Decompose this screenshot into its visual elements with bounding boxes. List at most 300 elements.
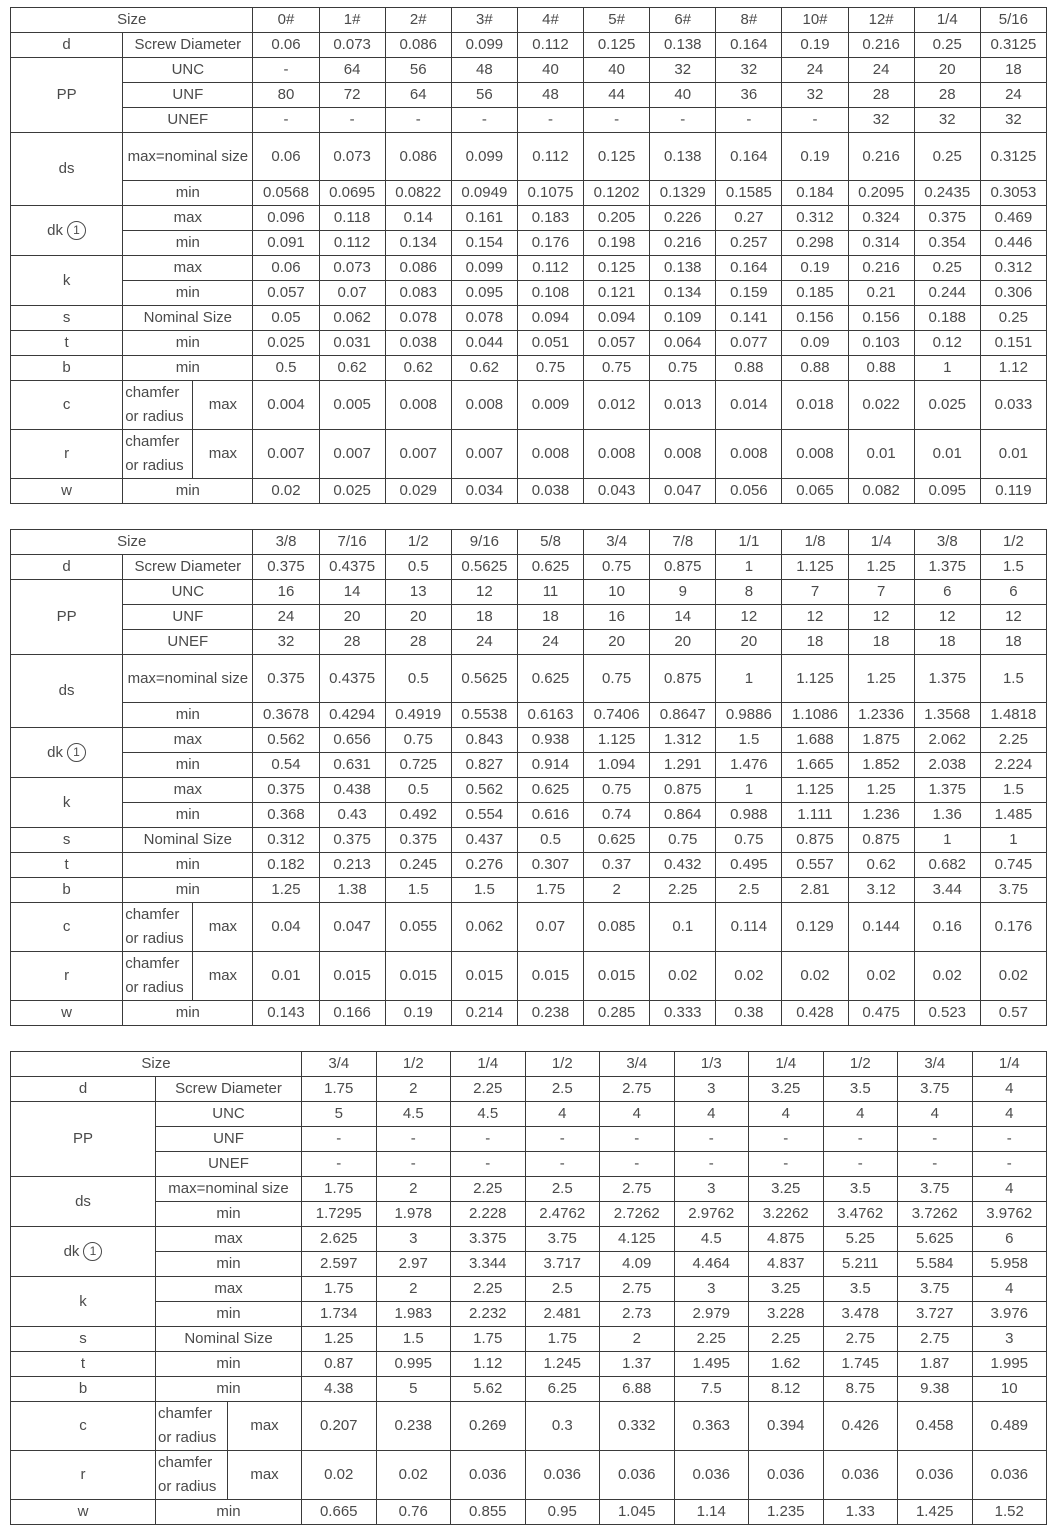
r-row bbox=[11, 1451, 1047, 1500]
value-cell: 1.245 bbox=[525, 1352, 600, 1377]
value-cell: 36 bbox=[716, 83, 782, 108]
value-cell: 0.036 bbox=[898, 1451, 973, 1500]
max-label: max bbox=[123, 728, 253, 753]
value-cell: 0.125 bbox=[584, 133, 650, 181]
value-cell: 20 bbox=[385, 605, 451, 630]
value-cell: 40 bbox=[517, 58, 583, 83]
value-cell: 7/16 bbox=[319, 530, 385, 555]
value-cell: 0.062 bbox=[451, 903, 517, 952]
value-cell: 0.57 bbox=[980, 1001, 1046, 1026]
value-cell: 2.5 bbox=[716, 878, 782, 903]
value-cell: 28 bbox=[914, 83, 980, 108]
value-cell: 5/8 bbox=[517, 530, 583, 555]
param-c: c bbox=[11, 1402, 156, 1451]
value-cell: 0.005 bbox=[319, 381, 385, 430]
nominal-size-label: Nominal Size bbox=[156, 1327, 302, 1352]
value-cell: 1.25 bbox=[253, 878, 319, 903]
value-cell: 0.855 bbox=[451, 1500, 526, 1525]
k-max-row bbox=[11, 1277, 1047, 1302]
spec-table-1 bbox=[10, 7, 1047, 504]
unc-label: UNC bbox=[156, 1102, 302, 1127]
value-cell: 1.094 bbox=[584, 753, 650, 778]
value-cell: 0.995 bbox=[376, 1352, 451, 1377]
value-cell: 3.25 bbox=[749, 1277, 824, 1302]
value-cell: 12 bbox=[848, 605, 914, 630]
value-cell: 0.625 bbox=[584, 828, 650, 853]
value-cell: 0.025 bbox=[253, 331, 319, 356]
value-cell: 0.073 bbox=[319, 33, 385, 58]
value-cell: 1.25 bbox=[848, 655, 914, 703]
value-cell: 0.134 bbox=[650, 281, 716, 306]
value-cell: 10 bbox=[584, 580, 650, 605]
value-cell: 0.25 bbox=[980, 306, 1046, 331]
value-cell: 1.375 bbox=[914, 655, 980, 703]
value-cell: 0.013 bbox=[650, 381, 716, 430]
value-cell: 5.62 bbox=[451, 1377, 526, 1402]
value-cell: 3/4 bbox=[584, 530, 650, 555]
value-cell: 0.086 bbox=[385, 33, 451, 58]
value-cell: 1 bbox=[716, 655, 782, 703]
value-cell: 8 bbox=[716, 580, 782, 605]
value-cell: 0.75 bbox=[584, 655, 650, 703]
value-cell: 4# bbox=[517, 8, 583, 33]
value-cell: 12 bbox=[980, 605, 1046, 630]
value-cell: 0.108 bbox=[517, 281, 583, 306]
value-cell: 0.354 bbox=[914, 231, 980, 256]
value-cell: 0.0568 bbox=[253, 181, 319, 206]
value-cell: 3.5 bbox=[823, 1177, 898, 1202]
value-cell: 3/4 bbox=[302, 1052, 377, 1077]
chamfer-radius-label: chamfer or radius bbox=[123, 952, 193, 1001]
value-cell: 0.183 bbox=[517, 206, 583, 231]
chamfer-radius-label: chamfer or radius bbox=[123, 903, 193, 952]
min-label: min bbox=[123, 803, 253, 828]
value-cell: 0.031 bbox=[319, 331, 385, 356]
value-cell: 56 bbox=[385, 58, 451, 83]
value-cell: 0.033 bbox=[980, 381, 1046, 430]
value-cell: 0.631 bbox=[319, 753, 385, 778]
value-cell: 0.06 bbox=[253, 256, 319, 281]
t-row bbox=[11, 331, 1047, 356]
value-cell: 1.5 bbox=[451, 878, 517, 903]
value-cell: 0.16 bbox=[914, 903, 980, 952]
param-b: b bbox=[11, 878, 123, 903]
value-cell: 0.432 bbox=[650, 853, 716, 878]
value-cell: 0.185 bbox=[782, 281, 848, 306]
value-cell: 7/8 bbox=[650, 530, 716, 555]
value-cell: - bbox=[600, 1152, 675, 1177]
c-row bbox=[11, 1402, 1047, 1451]
unc-row bbox=[11, 58, 1047, 83]
c-row bbox=[11, 381, 1047, 430]
value-cell: 48 bbox=[517, 83, 583, 108]
param-k: k bbox=[11, 778, 123, 828]
value-cell: 0.557 bbox=[782, 853, 848, 878]
value-cell: 0.5 bbox=[385, 778, 451, 803]
value-cell: 0.057 bbox=[253, 281, 319, 306]
value-cell: 1.5 bbox=[716, 728, 782, 753]
min-label: min bbox=[123, 753, 253, 778]
value-cell: 0.75 bbox=[584, 778, 650, 803]
value-cell: 2 bbox=[376, 1277, 451, 1302]
value-cell: 0.375 bbox=[253, 655, 319, 703]
value-cell: 0.3678 bbox=[253, 703, 319, 728]
value-cell: 4.5 bbox=[451, 1102, 526, 1127]
value-cell: - bbox=[823, 1152, 898, 1177]
ds-max-row bbox=[11, 655, 1047, 703]
value-cell: 1.75 bbox=[517, 878, 583, 903]
unef-label: UNEF bbox=[123, 108, 253, 133]
param-ds: ds bbox=[11, 655, 123, 728]
value-cell: 0.324 bbox=[848, 206, 914, 231]
param-ds: ds bbox=[11, 1177, 156, 1227]
value-cell: 28 bbox=[385, 630, 451, 655]
value-cell: - bbox=[451, 1152, 526, 1177]
value-cell: 20 bbox=[650, 630, 716, 655]
value-cell: 5.625 bbox=[898, 1227, 973, 1252]
value-cell: 16 bbox=[584, 605, 650, 630]
min-label: min bbox=[123, 878, 253, 903]
min-label: min bbox=[123, 853, 253, 878]
value-cell: 8# bbox=[716, 8, 782, 33]
value-cell: 0.244 bbox=[914, 281, 980, 306]
value-cell: - bbox=[584, 108, 650, 133]
value-cell: 0.21 bbox=[848, 281, 914, 306]
value-cell: 2.73 bbox=[600, 1302, 675, 1327]
value-cell: 0.875 bbox=[848, 828, 914, 853]
value-cell: 0.095 bbox=[914, 479, 980, 504]
value-cell: 0.164 bbox=[716, 256, 782, 281]
d-row bbox=[11, 1077, 1047, 1102]
s-row bbox=[11, 1327, 1047, 1352]
value-cell: 0.76 bbox=[376, 1500, 451, 1525]
value-cell: 0.269 bbox=[451, 1402, 526, 1451]
value-cell: 0.307 bbox=[517, 853, 583, 878]
value-cell: 0.0949 bbox=[451, 181, 517, 206]
value-cell: - bbox=[674, 1127, 749, 1152]
value-cell: 1.25 bbox=[302, 1327, 377, 1352]
value-cell: 3/4 bbox=[898, 1052, 973, 1077]
value-cell: 0.4294 bbox=[319, 703, 385, 728]
value-cell: 2.625 bbox=[302, 1227, 377, 1252]
value-cell: 0.3125 bbox=[980, 33, 1046, 58]
dk-max-row bbox=[11, 728, 1047, 753]
value-cell: 1.852 bbox=[848, 753, 914, 778]
value-cell: 32 bbox=[914, 108, 980, 133]
param-w: w bbox=[11, 1001, 123, 1026]
value-cell: 0.75 bbox=[716, 828, 782, 853]
value-cell: 0.109 bbox=[650, 306, 716, 331]
value-cell: 0.036 bbox=[674, 1451, 749, 1500]
value-cell: 0.062 bbox=[319, 306, 385, 331]
value-cell: 0.75 bbox=[517, 356, 583, 381]
value-cell: 0.056 bbox=[716, 479, 782, 504]
value-cell: 2.062 bbox=[914, 728, 980, 753]
value-cell: 3 bbox=[674, 1077, 749, 1102]
value-cell: - bbox=[716, 108, 782, 133]
value-cell: 0.034 bbox=[451, 479, 517, 504]
value-cell: 0.368 bbox=[253, 803, 319, 828]
value-cell: 1.978 bbox=[376, 1202, 451, 1227]
value-cell: 3.44 bbox=[914, 878, 980, 903]
value-cell: 0.065 bbox=[782, 479, 848, 504]
value-cell: 1.14 bbox=[674, 1500, 749, 1525]
value-cell: 0.099 bbox=[451, 256, 517, 281]
value-cell: 24 bbox=[848, 58, 914, 83]
value-cell: 0.375 bbox=[385, 828, 451, 853]
value-cell: 0.682 bbox=[914, 853, 980, 878]
value-cell: 2.25 bbox=[451, 1277, 526, 1302]
value-cell: 0.055 bbox=[385, 903, 451, 952]
value-cell: 72 bbox=[319, 83, 385, 108]
value-cell: 2.038 bbox=[914, 753, 980, 778]
param-ds: ds bbox=[11, 133, 123, 206]
value-cell: 0.226 bbox=[650, 206, 716, 231]
value-cell: 4 bbox=[600, 1102, 675, 1127]
value-cell: 2.25 bbox=[451, 1077, 526, 1102]
value-cell: - bbox=[451, 1127, 526, 1152]
value-cell: 1/4 bbox=[914, 8, 980, 33]
nominal-size-label: Nominal Size bbox=[123, 828, 253, 853]
value-cell: 0.06 bbox=[253, 33, 319, 58]
value-cell: 0.489 bbox=[972, 1402, 1047, 1451]
value-cell: 0.06 bbox=[253, 133, 319, 181]
value-cell: 5/16 bbox=[980, 8, 1046, 33]
value-cell: 3.4762 bbox=[823, 1202, 898, 1227]
value-cell: 0.95 bbox=[525, 1500, 600, 1525]
note-circle-icon: 1 bbox=[67, 743, 86, 762]
value-cell: 1.995 bbox=[972, 1352, 1047, 1377]
value-cell: 2.25 bbox=[980, 728, 1046, 753]
value-cell: 1 bbox=[914, 828, 980, 853]
unc-label: UNC bbox=[123, 580, 253, 605]
value-cell: 13 bbox=[385, 580, 451, 605]
spec-table-3 bbox=[10, 1051, 1047, 1525]
value-cell: 0.238 bbox=[517, 1001, 583, 1026]
value-cell: 2.25 bbox=[749, 1327, 824, 1352]
min-label: min bbox=[123, 479, 253, 504]
value-cell: 0.314 bbox=[848, 231, 914, 256]
value-cell: 1.745 bbox=[823, 1352, 898, 1377]
param-t: t bbox=[11, 331, 123, 356]
value-cell: 10 bbox=[972, 1377, 1047, 1402]
value-cell: 80 bbox=[253, 83, 319, 108]
value-cell: 20 bbox=[319, 605, 385, 630]
value-cell: 0.75 bbox=[584, 356, 650, 381]
b-row bbox=[11, 356, 1047, 381]
value-cell: 24 bbox=[517, 630, 583, 655]
value-cell: 0.103 bbox=[848, 331, 914, 356]
value-cell: 0.015 bbox=[584, 952, 650, 1001]
k-min-row bbox=[11, 281, 1047, 306]
value-cell: 1.7295 bbox=[302, 1202, 377, 1227]
value-cell: 1 bbox=[716, 778, 782, 803]
value-cell: 3.7262 bbox=[898, 1202, 973, 1227]
value-cell: 32 bbox=[980, 108, 1046, 133]
value-cell: 0.141 bbox=[716, 306, 782, 331]
value-cell: 0.018 bbox=[782, 381, 848, 430]
value-cell: 0.665 bbox=[302, 1500, 377, 1525]
value-cell: 2.75 bbox=[600, 1277, 675, 1302]
value-cell: 0.036 bbox=[749, 1451, 824, 1500]
ds-min-row bbox=[11, 1202, 1047, 1227]
value-cell: 0.312 bbox=[980, 256, 1046, 281]
param-b: b bbox=[11, 356, 123, 381]
value-cell: 0.029 bbox=[385, 479, 451, 504]
value-cell: 2.75 bbox=[823, 1327, 898, 1352]
value-cell: - bbox=[823, 1127, 898, 1152]
value-cell: 1.5 bbox=[385, 878, 451, 903]
c-row bbox=[11, 903, 1047, 952]
unef-row bbox=[11, 630, 1047, 655]
value-cell: 4.09 bbox=[600, 1252, 675, 1277]
value-cell: 32 bbox=[650, 58, 716, 83]
value-cell: 12 bbox=[914, 605, 980, 630]
value-cell: 3/8 bbox=[253, 530, 319, 555]
value-cell: 0.01 bbox=[848, 430, 914, 479]
value-cell: 0.37 bbox=[584, 853, 650, 878]
value-cell: 1.33 bbox=[823, 1500, 898, 1525]
value-cell: 0.375 bbox=[253, 778, 319, 803]
param-pp: PP bbox=[11, 580, 123, 655]
screw-diameter-label: Screw Diameter bbox=[123, 33, 253, 58]
value-cell: 3.25 bbox=[749, 1077, 824, 1102]
dk-min-row bbox=[11, 231, 1047, 256]
value-cell: 4.875 bbox=[749, 1227, 824, 1252]
value-cell: 0.875 bbox=[650, 655, 716, 703]
value-cell: 0.02 bbox=[782, 952, 848, 1001]
value-cell: 0.007 bbox=[451, 430, 517, 479]
param-c: c bbox=[11, 381, 123, 430]
value-cell: 0.88 bbox=[782, 356, 848, 381]
value-cell: 20 bbox=[584, 630, 650, 655]
value-cell: 0.5 bbox=[517, 828, 583, 853]
value-cell: 0.625 bbox=[517, 778, 583, 803]
value-cell: 2.9762 bbox=[674, 1202, 749, 1227]
spec-table-body bbox=[11, 530, 1047, 1026]
value-cell: 1.52 bbox=[972, 1500, 1047, 1525]
value-cell: 4.5 bbox=[674, 1227, 749, 1252]
value-cell: 0.0695 bbox=[319, 181, 385, 206]
value-cell: 0.4375 bbox=[319, 655, 385, 703]
value-cell: 0.156 bbox=[848, 306, 914, 331]
value-cell: 0.094 bbox=[517, 306, 583, 331]
value-cell: 0.2095 bbox=[848, 181, 914, 206]
value-cell: 0.007 bbox=[319, 430, 385, 479]
value-cell: 0.19 bbox=[385, 1001, 451, 1026]
param-s: s bbox=[11, 306, 123, 331]
value-cell: 0.5538 bbox=[451, 703, 517, 728]
value-cell: 1.38 bbox=[319, 878, 385, 903]
value-cell: - bbox=[302, 1152, 377, 1177]
value-cell: 0.036 bbox=[525, 1451, 600, 1500]
value-cell: 11 bbox=[517, 580, 583, 605]
value-cell: 0.047 bbox=[319, 903, 385, 952]
value-cell: 4.125 bbox=[600, 1227, 675, 1252]
value-cell: 0.036 bbox=[972, 1451, 1047, 1500]
value-cell: 3 bbox=[674, 1277, 749, 1302]
value-cell: 6.25 bbox=[525, 1377, 600, 1402]
value-cell: 0.914 bbox=[517, 753, 583, 778]
b-row bbox=[11, 1377, 1047, 1402]
value-cell: 0.077 bbox=[716, 331, 782, 356]
value-cell: 0.375 bbox=[253, 555, 319, 580]
param-d: d bbox=[11, 33, 123, 58]
value-cell: - bbox=[253, 58, 319, 83]
value-cell: 0.216 bbox=[848, 33, 914, 58]
value-cell: 32 bbox=[716, 58, 782, 83]
value-cell: - bbox=[749, 1152, 824, 1177]
size-header: Size bbox=[11, 1052, 302, 1077]
value-cell: 0.015 bbox=[517, 952, 583, 1001]
unf-row bbox=[11, 605, 1047, 630]
value-cell: 0.184 bbox=[782, 181, 848, 206]
value-cell: 4 bbox=[525, 1102, 600, 1127]
screw-diameter-label: Screw Diameter bbox=[123, 555, 253, 580]
value-cell: 32 bbox=[782, 83, 848, 108]
value-cell: 0.008 bbox=[451, 381, 517, 430]
value-cell: 0.143 bbox=[253, 1001, 319, 1026]
unef-row bbox=[11, 108, 1047, 133]
screw-diameter-label: Screw Diameter bbox=[156, 1077, 302, 1102]
value-cell: 0.025 bbox=[914, 381, 980, 430]
value-cell: - bbox=[302, 1127, 377, 1152]
value-cell: 0.428 bbox=[782, 1001, 848, 1026]
value-cell: 1.75 bbox=[302, 1177, 377, 1202]
value-cell: 0.015 bbox=[385, 952, 451, 1001]
value-cell: 0.1 bbox=[650, 903, 716, 952]
min-label: min bbox=[123, 231, 253, 256]
max-label: max bbox=[123, 256, 253, 281]
dk-max-row bbox=[11, 206, 1047, 231]
value-cell: 0.01 bbox=[980, 430, 1046, 479]
param-t: t bbox=[11, 1352, 156, 1377]
value-cell: 1.485 bbox=[980, 803, 1046, 828]
value-cell: - bbox=[525, 1152, 600, 1177]
value-cell: 4 bbox=[972, 1077, 1047, 1102]
value-cell: 12 bbox=[451, 580, 517, 605]
value-cell: 0.62 bbox=[848, 853, 914, 878]
param-dk bbox=[11, 728, 123, 778]
value-cell: 0.306 bbox=[980, 281, 1046, 306]
value-cell: 0.375 bbox=[914, 206, 980, 231]
ds-min-row bbox=[11, 181, 1047, 206]
value-cell: 5 bbox=[302, 1102, 377, 1127]
value-cell: 0.082 bbox=[848, 479, 914, 504]
value-cell: 14 bbox=[650, 605, 716, 630]
value-cell: 0.5625 bbox=[451, 555, 517, 580]
value-cell: 0.099 bbox=[451, 33, 517, 58]
value-cell: 2.224 bbox=[980, 753, 1046, 778]
nominal-size-label: Nominal Size bbox=[123, 306, 253, 331]
value-cell: 0.164 bbox=[716, 33, 782, 58]
value-cell: 0.38 bbox=[716, 1001, 782, 1026]
value-cell: 0.19 bbox=[782, 256, 848, 281]
t-row bbox=[11, 1352, 1047, 1377]
value-cell: 0.025 bbox=[319, 479, 385, 504]
w-row bbox=[11, 479, 1047, 504]
value-cell: - bbox=[517, 108, 583, 133]
min-label: min bbox=[156, 1302, 302, 1327]
value-cell: 20 bbox=[716, 630, 782, 655]
r-row bbox=[11, 430, 1047, 479]
value-cell: 0.495 bbox=[716, 853, 782, 878]
value-cell: 3.75 bbox=[525, 1227, 600, 1252]
value-cell: 2.597 bbox=[302, 1252, 377, 1277]
value-cell: 4 bbox=[972, 1102, 1047, 1127]
value-cell: 1.5 bbox=[980, 778, 1046, 803]
value-cell: 3.2262 bbox=[749, 1202, 824, 1227]
